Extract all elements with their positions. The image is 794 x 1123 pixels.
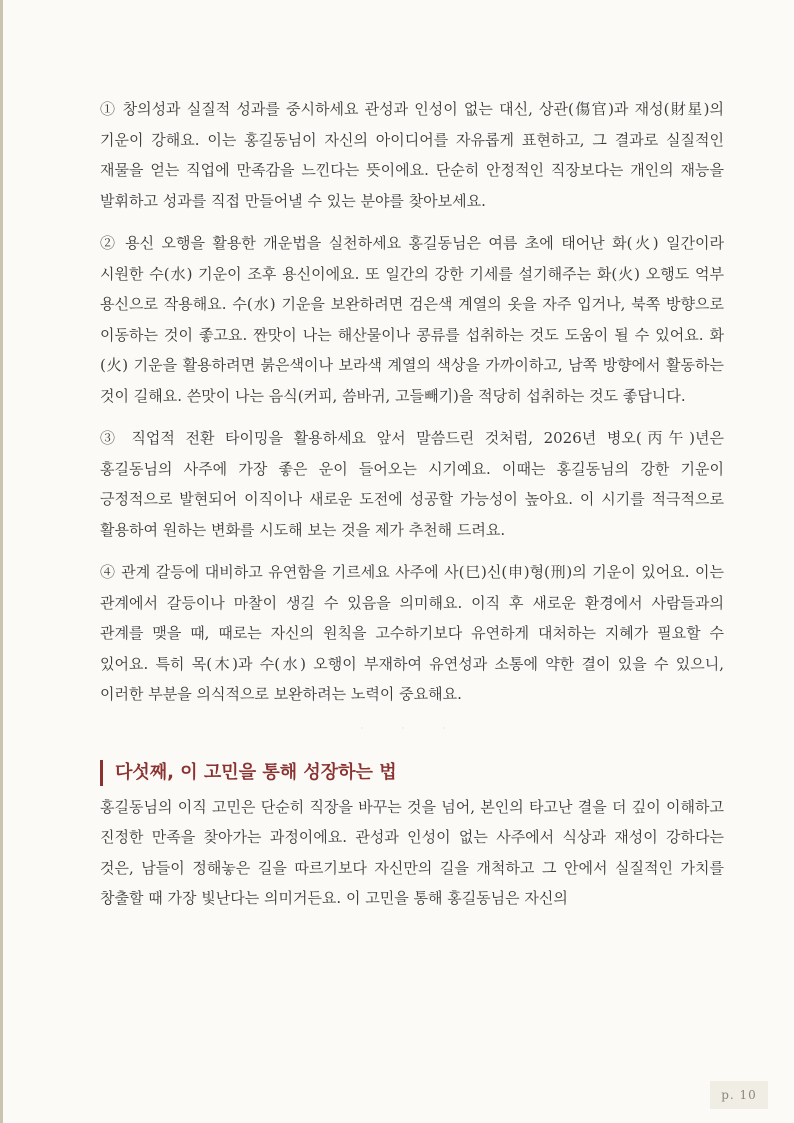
section-body-paragraph: 홍길동님의 이직 고민은 단순히 직장을 바꾸는 것을 넘어, 본인의 타고난 결을 더 깊이 이해하고 진정한 만족을 찾아가는 과정이에요. 관성과 인성이 없는 사주에서 식상과 재성이 강하다는 것은, 남들이 정해놓은 길을 따르기보다 자신만의 길을 개척하고 그 안에서 실질적인 가치를 창출할 때 가장 빛난다는 의미거든요. 이 고민을 통해 홍길동님은 자신의 (100, 797, 724, 907)
page-left-edge (0, 0, 3, 1123)
advice-paragraph-1: ① 창의성과 실질적 성과를 중시하세요 관성과 인성이 없는 대신, 상관(傷官)과 재성(財星)의 기운이 강해요. 이는 홍길동님이 자신의 아이디어를 자유롭게 표현하고, 그 결과로 실질적인 재물을 얻는 직업에 만족감을 느낀다는 뜻이에요. 단순히 안정적인 직장보다는 개인의 재능을 발휘하고 성과를 직접 만들어낼 수 있는 분야를 찾아보세요. (100, 100, 724, 210)
advice-paragraph-2: ② 용신 오행을 활용한 개운법을 실천하세요 홍길동님은 여름 초에 태어난 화(火) 일간이라 시원한 수(水) 기운이 조후 용신이에요. 또 일간의 강한 기세를 설기해주는 화(火) 오행도 억부 용신으로 작용해요. 수(水) 기운을 보완하려면 검은색 계열의 옷을 자주 입거나, 북쪽 방향으로 이동하는 것이 좋고요. 짠맛이 나는 해산물이나 콩류를 섭취하는 것도 도움이 될 수 있어요. 화(火) 기운을 활용하려면 붉은색이나 보라색 계열의 색상을 가까이하고, 남쪽 방향에서 활동하는 것이 길해요. 쓴맛이 나는 음식(커피, 씀바귀, 고들빼기)을 적당히 섭취하는 것도 좋답니다. (100, 234, 724, 405)
advice-paragraph-3: ③ 직업적 전환 타이밍을 활용하세요 앞서 말씀드린 것처럼, 2026년 병오(丙午)년은 홍길동님의 사주에 가장 좋은 운이 들어오는 시기예요. 이때는 홍길동님의 강한 기운이 긍정적으로 발현되어 이직이나 새로운 도전에 성공할 가능성이 높아요. 이 시기를 적극적으로 활용하여 원하는 변화를 시도해 보는 것을 제가 추천해 드려요. (100, 429, 724, 539)
advice-paragraph-4: ④ 관계 갈등에 대비하고 유연함을 기르세요 사주에 사(巳)신(申)형(刑)의 기운이 있어요. 이는 관계에서 갈등이나 마찰이 생길 수 있음을 의미해요. 이직 후 새로운 환경에서 사람들과의 관계를 맺을 때, 때로는 자신의 원칙을 고수하기보다 유연하게 대처하는 지혜가 필요할 수 있어요. 특히 목(木)과 수(水) 오행이 부재하여 유연성과 소통에 약한 결이 있을 수 있으니, 이러한 부분을 의식적으로 보완하려는 노력이 중요해요. (100, 563, 724, 703)
section-divider: · · · (360, 723, 464, 733)
page-number: p. 10 (710, 1081, 768, 1109)
document-body (100, 94, 724, 926)
section-heading: 다섯째, 이 고민을 통해 성장하는 법 (100, 760, 724, 786)
